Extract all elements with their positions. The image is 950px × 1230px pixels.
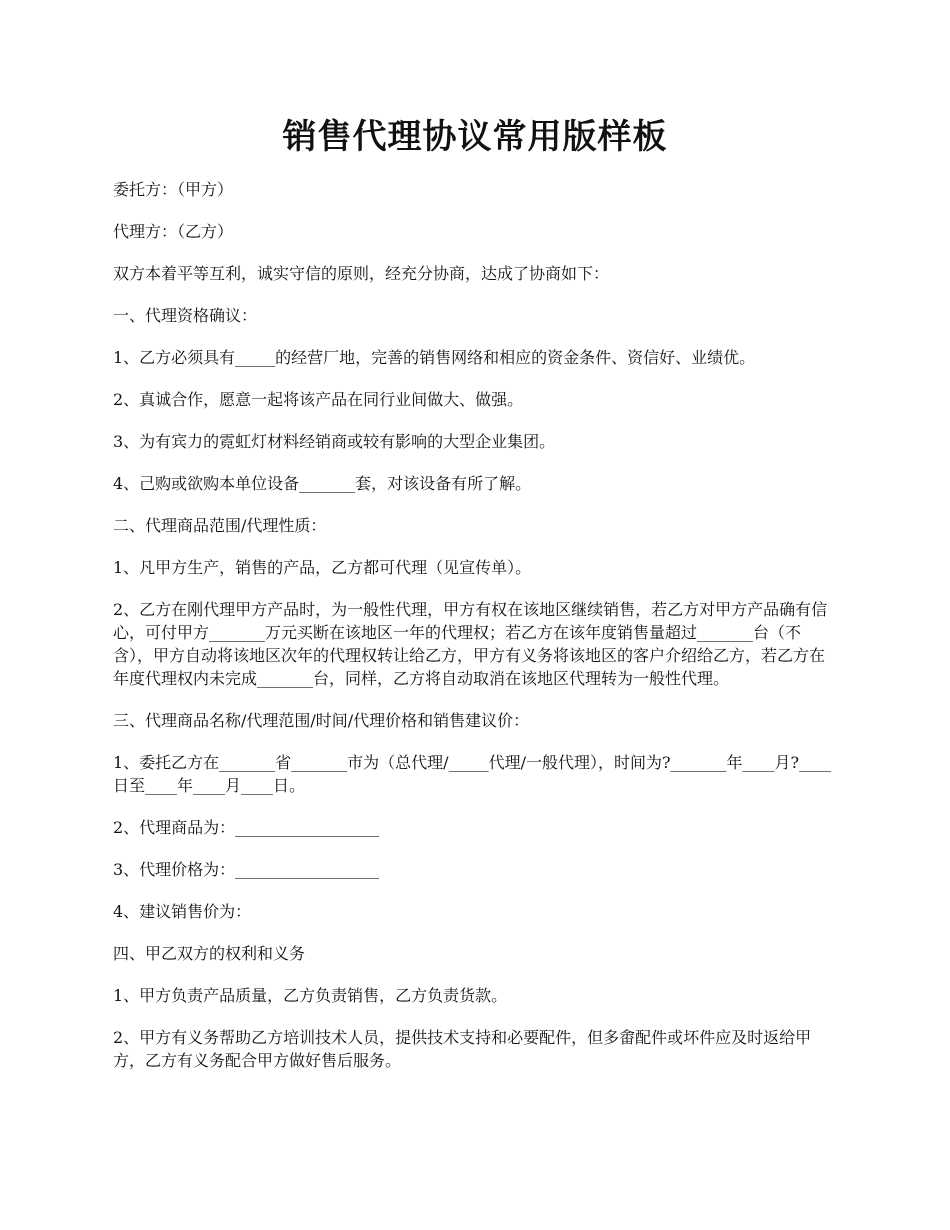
section-heading-3: 三、代理商品名称/代理范围/时间/代理价格和销售建议价： <box>113 711 530 730</box>
clause-1-1: 1、乙方必须具有_____的经营厂地，完善的销售网络和相应的资金条件、资信好、业绩优。 <box>113 348 756 367</box>
document-title: 销售代理协议常用版样板 <box>282 117 668 157</box>
clause-3-1: 1、委托乙方在_______省_______市为（总代理/_____代理/一般代理），时间为?_______年____月?____日至____年____月____日。 <box>113 753 832 795</box>
clause-2-2: 2、乙方在刚代理甲方产品时，为一般性代理，甲方有权在该地区继续销售，若乙方对甲方产品确有信心，可付甲方_______万元买断在该地区一年的代理权；若乙方在该年度销售量超过_______台（不含），甲方自动将该地区次年的代理权转让给乙方，甲方有义务将该地区的客户介绍给乙方，若乙方在年度代理权内未完成_______台，同样，乙方将自动取消在该地区代理转为一般性代理。 <box>113 600 828 688</box>
paragraph-preamble: 双方本着平等互利，诚实守信的原则，经充分协商，达成了协商如下： <box>113 264 610 283</box>
section-heading-2: 二、代理商品范围/代理性质： <box>113 516 327 535</box>
paragraph-agent: 代理方：（乙方） <box>113 222 234 241</box>
clause-1-4: 4、己购或欲购本单位设备_______套，对该设备有所了解。 <box>113 474 532 493</box>
clause-3-4: 4、建议销售价为： <box>113 902 252 921</box>
clause-4-1: 1、甲方负责产品质量，乙方负责销售，乙方负责货款。 <box>113 986 508 1005</box>
clause-4-2: 2、甲方有义务帮助乙方培训技术人员，提供技术支持和必要配件，但多畬配件或坏件应及时返给甲方，乙方有义务配合甲方做好售后服务。 <box>113 1028 812 1070</box>
section-heading-1: 一、代理资格确议： <box>113 306 258 325</box>
clause-1-3: 3、为有宾力的霓虹灯材料经销商或较有影响的大型企业集团。 <box>113 432 556 451</box>
clause-3-2: 2、代理商品为：__________________ <box>113 818 380 837</box>
section-heading-4: 四、甲乙双方的权利和义务 <box>113 944 306 963</box>
paragraph-principal: 委托方：（甲方） <box>113 180 234 199</box>
clause-1-2: 2、真诚合作，愿意一起将该产品在同行业间做大、做强。 <box>113 390 524 409</box>
clause-3-3: 3、代理价格为：__________________ <box>113 860 380 879</box>
document-body <box>113 178 833 1091</box>
clause-2-1: 1、凡甲方生产，销售的产品，乙方都可代理（见宣传单）。 <box>113 558 532 577</box>
